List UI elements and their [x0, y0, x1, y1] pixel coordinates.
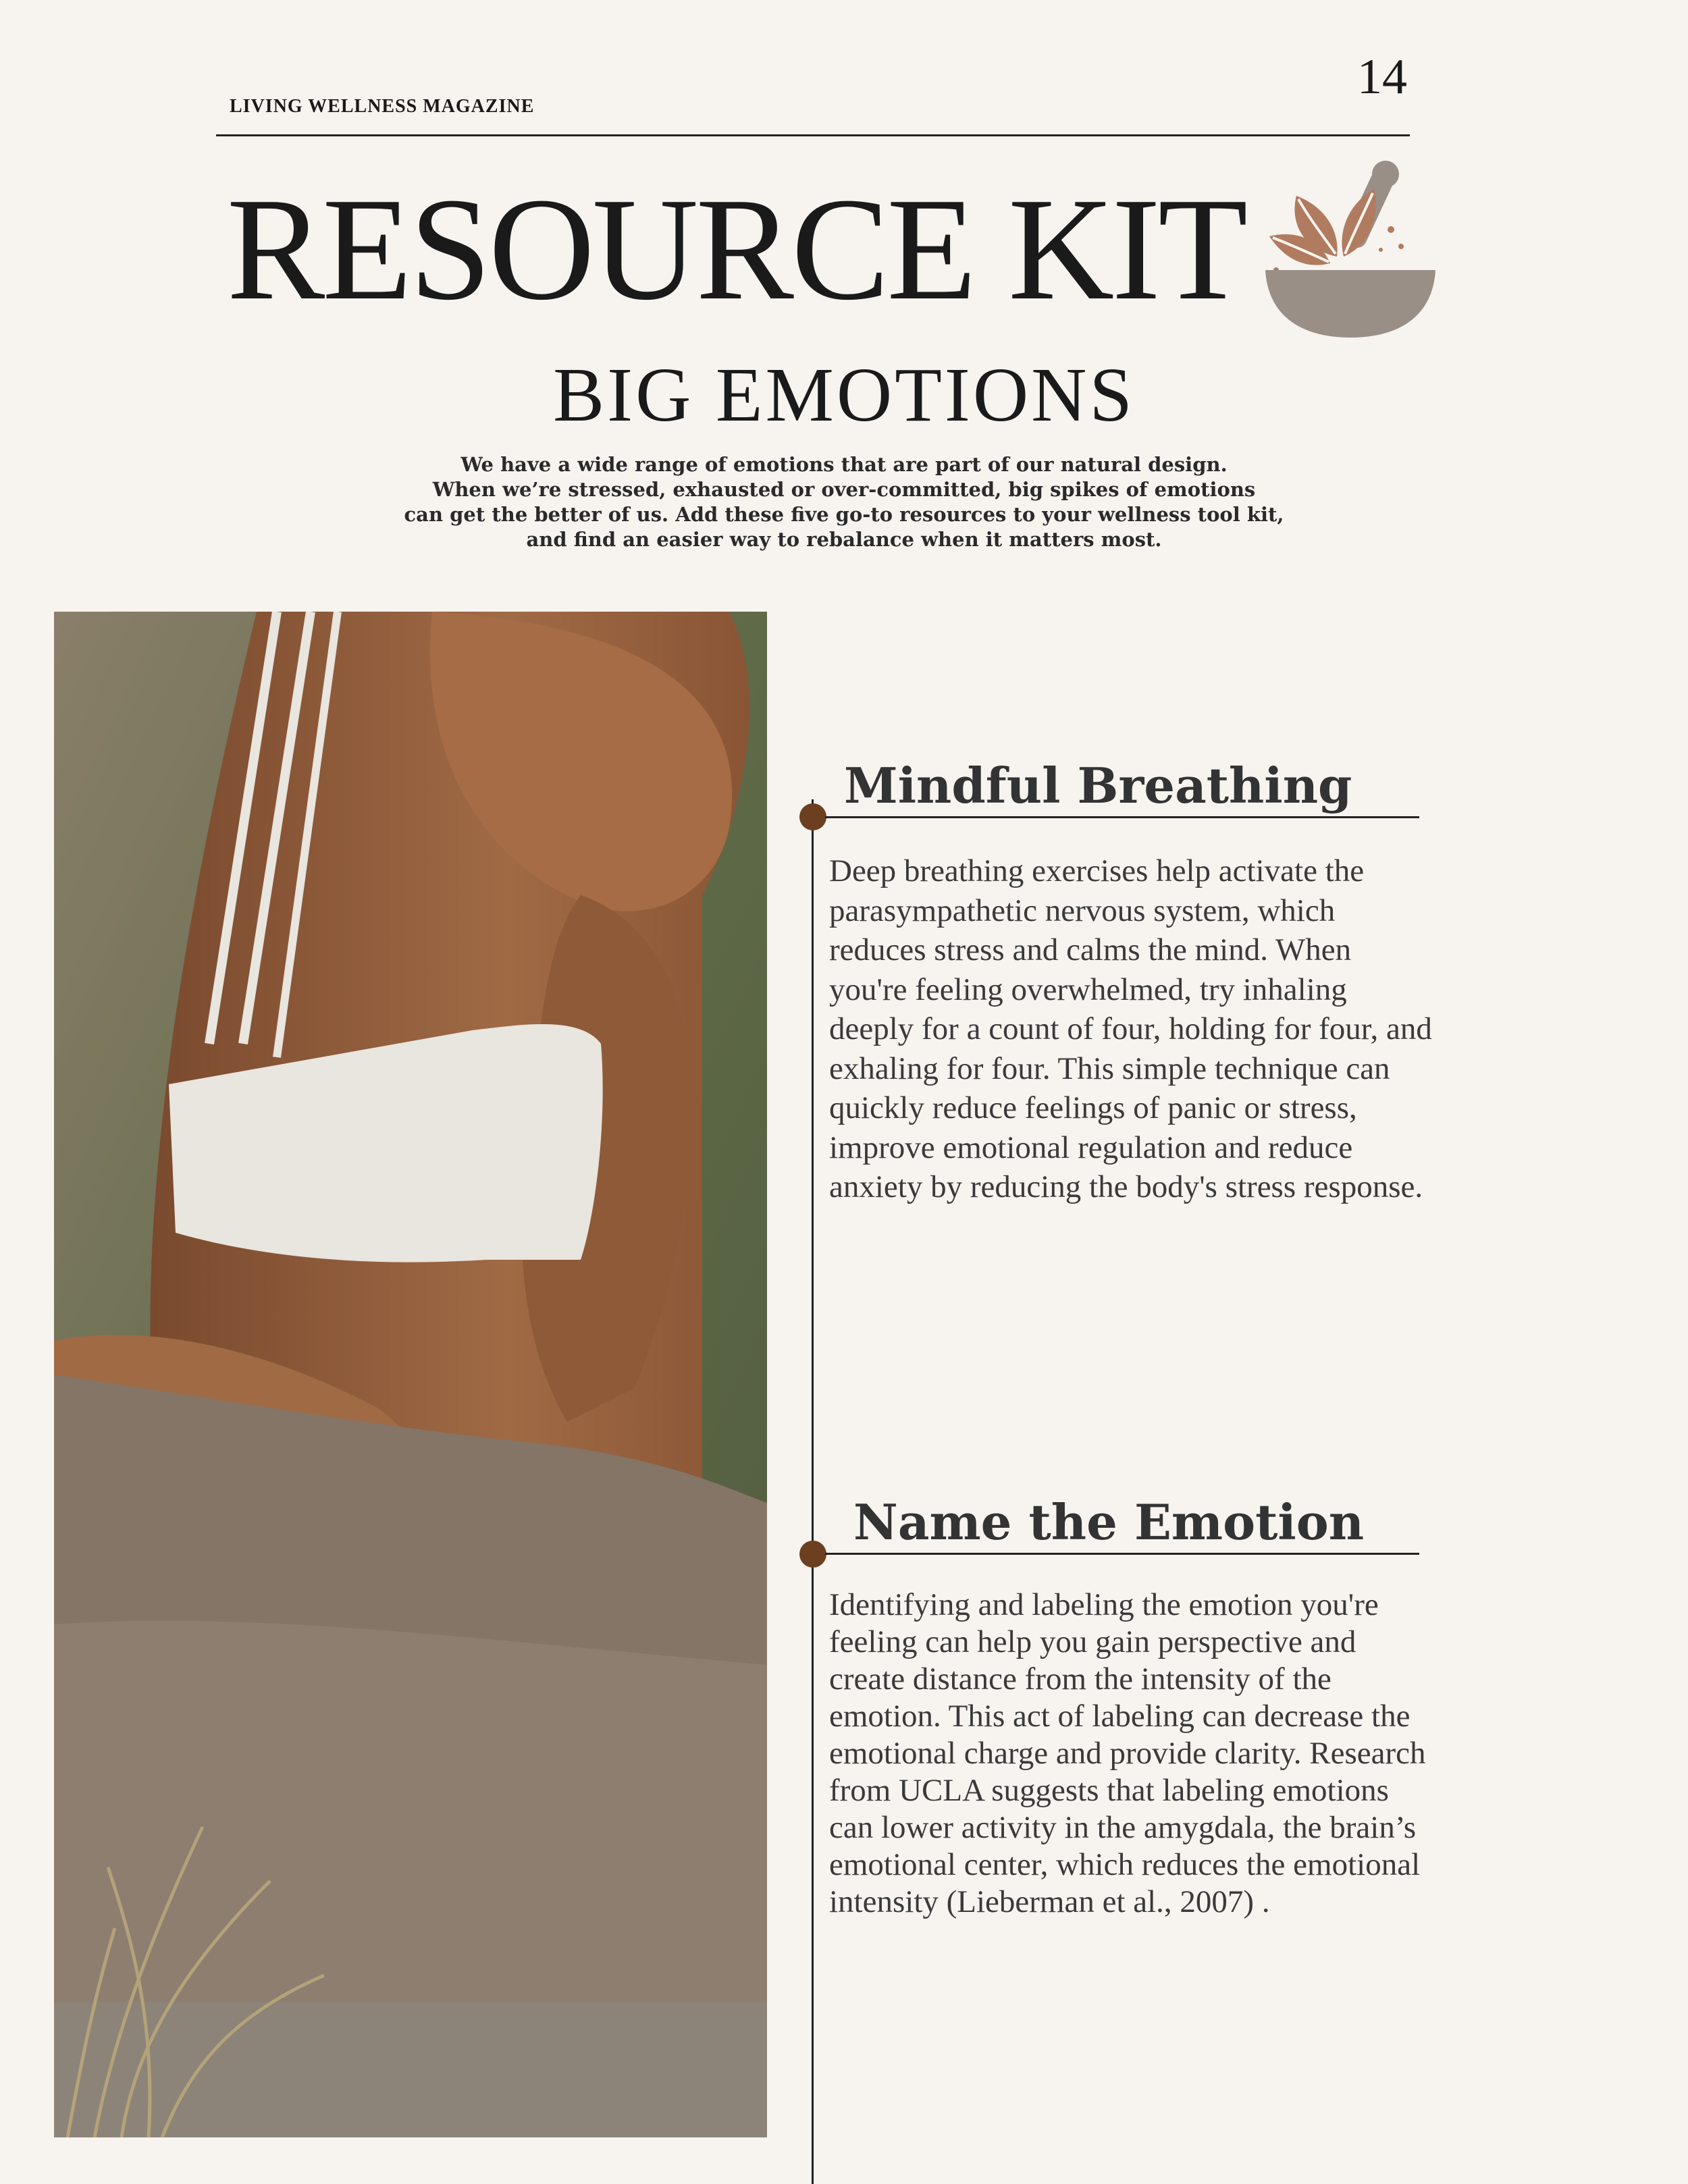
section-body-mindful-breathing: Deep breathing exercises help activate the parasympathetic nervous system, which reduces stress and calms the mind. When you're feeling overwhelmed, try inhaling deeply for a count of four, holding for four, and exhaling for four. This simple technique can quickly reduce feelings of panic or stress, improve emotional regulation and reduce anxiety by reducing the body's stress response. — [829, 853, 1432, 1204]
section-divider — [825, 816, 1419, 818]
intro-paragraph — [378, 452, 1310, 552]
magazine-name: LIVING WELLNESS MAGAZINE — [230, 96, 535, 117]
intro-line: We have a wide range of emotions that are part of our natural design. — [460, 453, 1228, 476]
intro-line: can get the better of us. Add these five go-to resources to your wellness tool kit, — [404, 503, 1284, 526]
page-title: RESOURCE KIT — [226, 168, 1246, 331]
timeline-dot — [799, 1541, 826, 1568]
section-title-mindful-breathing: Mindful Breathing — [844, 757, 1352, 814]
intro-line: and find an easier way to rebalance when it matters most. — [526, 528, 1162, 551]
page-number: 14 — [1357, 49, 1407, 105]
timeline-line — [812, 799, 814, 2184]
page-subtitle: BIG EMOTIONS — [553, 352, 1135, 437]
section-title-name-the-emotion: Name the Emotion — [853, 1493, 1365, 1551]
intro-line: When we’re stressed, exhausted or over-committed, big spikes of emotions — [432, 478, 1256, 501]
timeline-dot — [799, 803, 826, 830]
section-body-name-the-emotion: Identifying and labeling the emotion you're feeling can help you gain perspective and create distance from the intensity of the emotion. This act of labeling can decrease the emotional charge and provide clarity. Research from UCLA suggests that labeling emotions can lower activity in the amygdala, the brain’s emotional center, which reduces the emotional intensity (Lieberman et al., 2007) . — [829, 1587, 1426, 1919]
header-divider — [216, 134, 1410, 136]
mortar-and-pestle-with-leaves-icon — [1256, 155, 1445, 344]
yoga-pose-photo — [54, 612, 767, 2137]
section-divider — [825, 1553, 1419, 1555]
